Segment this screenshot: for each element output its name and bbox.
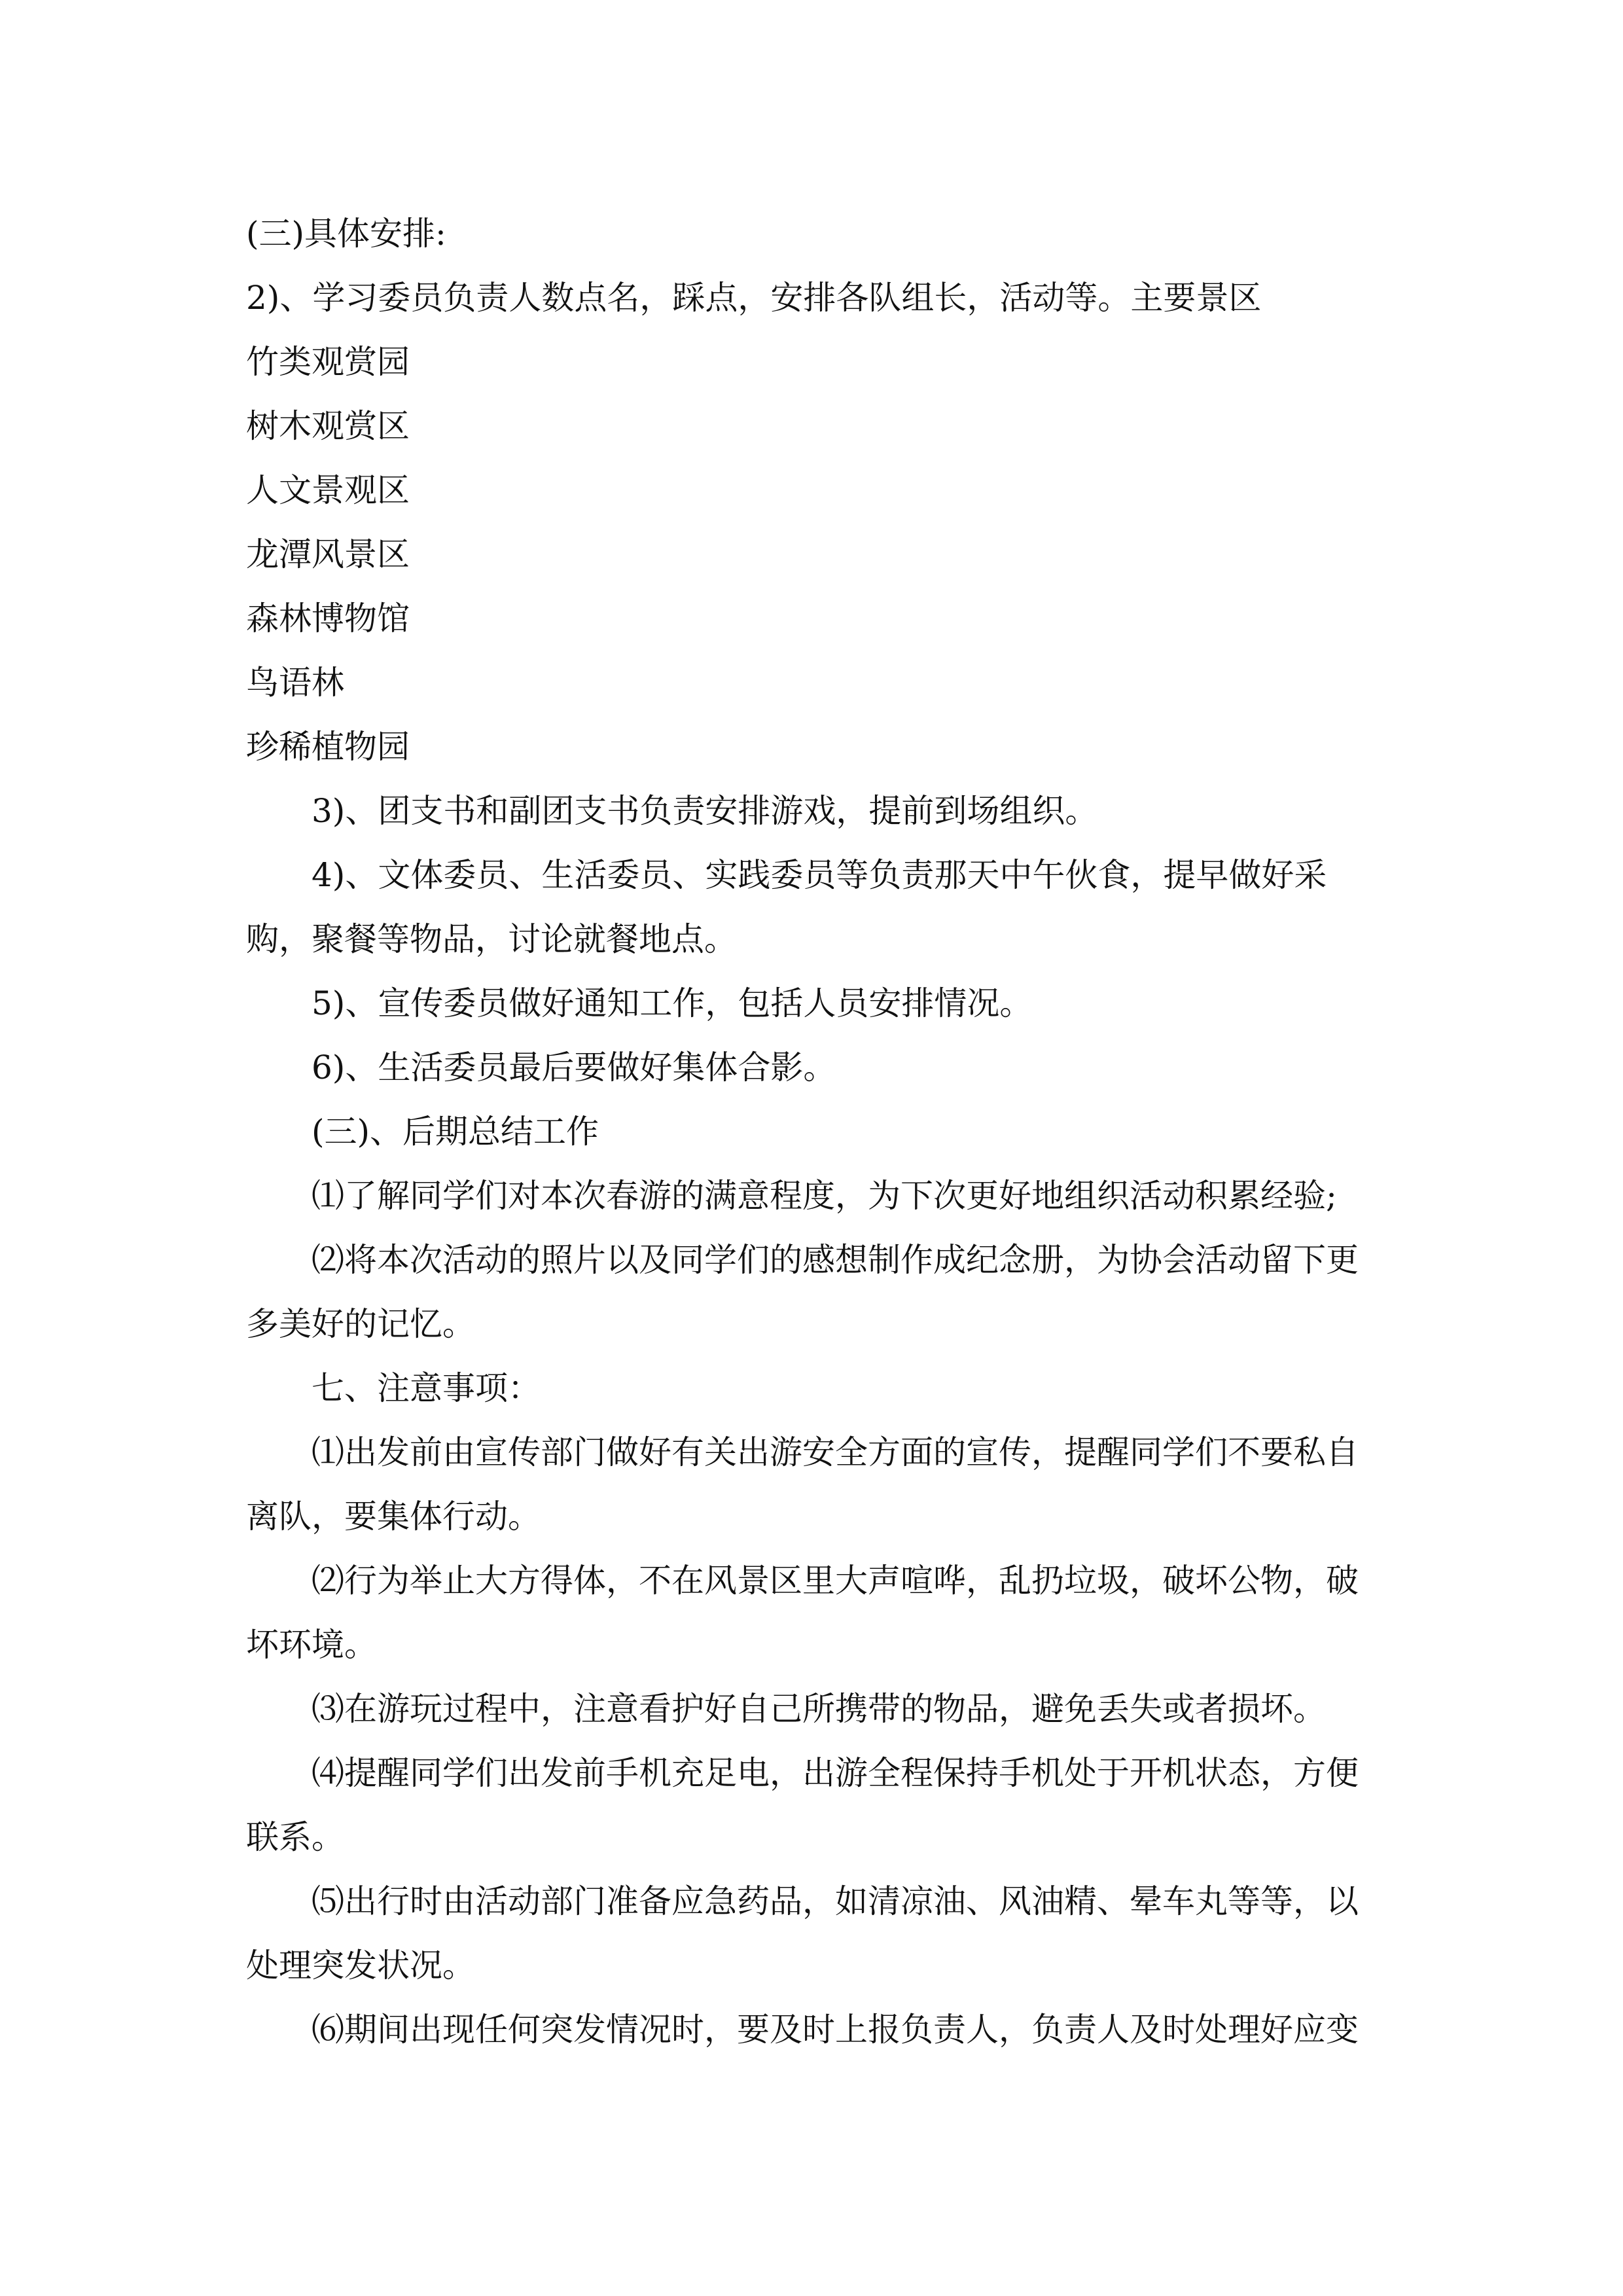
paragraph-item-6: 6)、生活委员最后要做好集体合影。 [312, 1049, 836, 1086]
paragraph-section-heading: (三)具体安排: [246, 215, 446, 253]
paragraph-note-4: ⑷提醒同学们出发前手机充足电，出游全程保持手机处于开机状态，方便联系。 [246, 1754, 1359, 1856]
scenic-area-item: 树木观赏区 [246, 407, 410, 445]
paragraph-note-6: ⑹期间出现任何突发情况时，要及时上报负责人，负责人及时处理好应变 [312, 2011, 1359, 2049]
scenic-area-item: 珍稀植物园 [246, 728, 410, 766]
paragraph-notes-heading: 七、注意事项： [312, 1369, 541, 1407]
paragraph-item-5: 5)、宣传委员做好通知工作，包括人员安排情况。 [312, 984, 1033, 1022]
paragraph-note-1: ⑴出发前由宣传部门做好有关出游安全方面的宣传，提醒同学们不要私自离队，要集体行动。 [246, 1433, 1359, 1535]
paragraph-note-2: ⑵行为举止大方得体，不在风景区里大声喧哗，乱扔垃圾，破坏公物，破坏环境。 [246, 1562, 1359, 1664]
paragraph-note-3: ⑶在游玩过程中，注意看护好自己所携带的物品，避免丢失或者损坏。 [312, 1690, 1326, 1728]
paragraph-summary-2: ⑵将本次活动的照片以及同学们的感想制作成纪念册，为协会活动留下更多美好的记忆。 [246, 1241, 1359, 1343]
document-body [246, 202, 1387, 2062]
scenic-area-item: 鸟语林 [246, 664, 344, 702]
scenic-area-item: 森林博物馆 [246, 600, 410, 637]
scenic-area-item: 人文景观区 [246, 471, 410, 509]
scenic-area-item: 龙潭风景区 [246, 535, 410, 573]
paragraph-item-2: 2)、学习委员负责人数点名，踩点，安排各队组长，活动等。主要景区 [246, 279, 1262, 317]
paragraph-summary-heading: (三)、后期总结工作 [312, 1113, 599, 1151]
paragraph-item-4: 4)、文体委员、生活委员、实践委员等负责那天中午伙食，提早做好采购，聚餐等物品，讨论就餐地点。 [246, 856, 1327, 958]
paragraph-summary-1: ⑴了解同学们对本次春游的满意程度，为下次更好地组织活动积累经验; [312, 1177, 1337, 1215]
scenic-area-item: 竹类观赏园 [246, 343, 410, 381]
paragraph-note-5: ⑸出行时由活动部门准备应急药品，如清凉油、风油精、晕车丸等等，以处理突发状况。 [246, 1882, 1359, 1984]
paragraph-item-3: 3)、团支书和副团支书负责安排游戏，提前到场组织。 [312, 792, 1098, 830]
